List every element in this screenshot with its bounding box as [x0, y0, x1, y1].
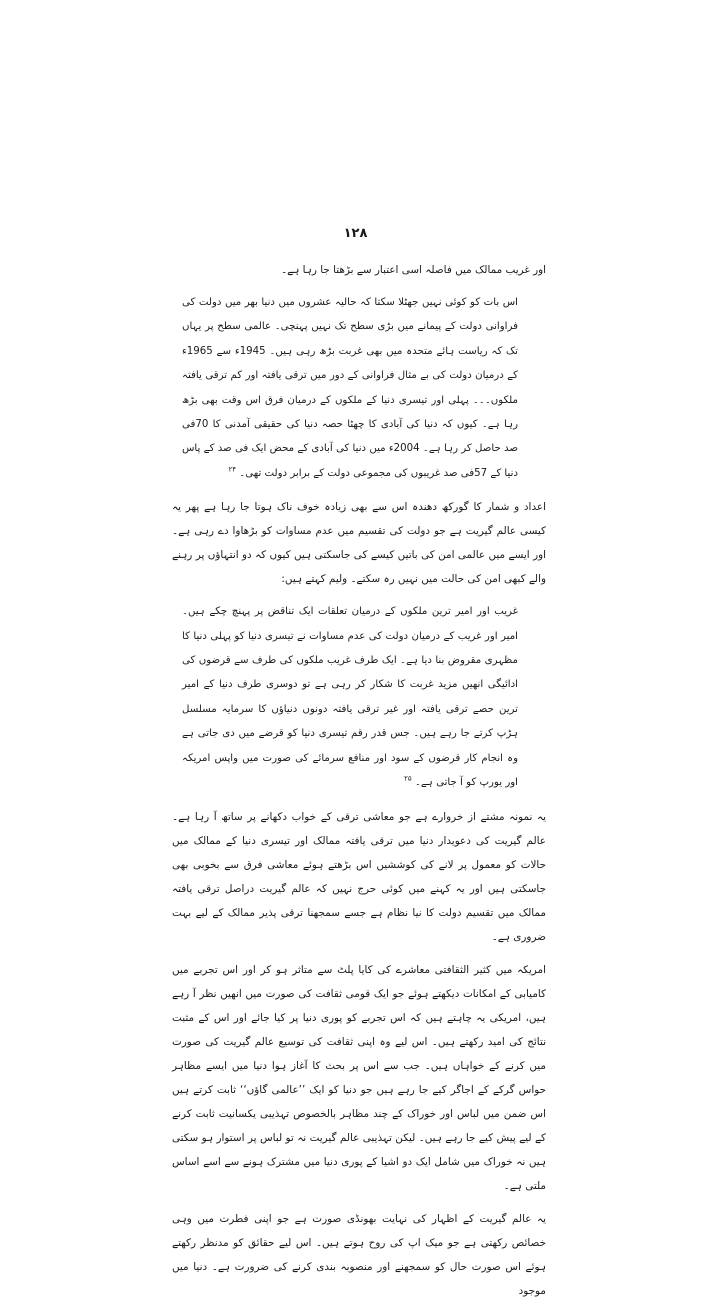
paragraph-text: یہ نمونہ مشتے از خروارے ہے جو معاشی ترقی کے خواب دکھانے پر ساتھ آ رہا ہے۔ عالم گیریت کی دعویدار دنیا میں ترقی یافتہ ممالک اور تیسری دنیا کے ممالک میں حالات کو معمول پر لانے کی کوششیں اس بڑھتے ہوئے معاشی فرق سے بخوبی بھی جاسکتی ہیں اور یہ کہنے میں کوئی حرج نہیں کہ عالم گیریت دراصل ترقی یافتہ ممالک میں تقسیم دولت کا نیا نظام ہے جسے سمجھنا ترقی پذیر ممالک کے لیے بہت ضروری ہے۔	[172, 810, 546, 943]
footnote-marker: ۲۵	[404, 774, 412, 783]
paragraph-text: امریکہ میں کثیر الثقافتی معاشرے کی کایا پلٹ سے متاثر ہو کر اور اس تجربے میں کامیابی کے امکانات دیکھتے ہوئے جو ایک قومی ثقافت کی صورت میں انھیں نظر آ رہے ہیں، امریکی یہ چاہتے ہیں کہ اس تجربے کو پوری دنیا پر کیا جائے اور اس کے مثبت نتائج کی امید رکھتے ہیں۔ اس لیے وہ اپنی ثقافت کی توسیع عالم گیریت کی صورت میں کرنے کے خواہاں ہیں۔ جب سے اس پر بحث کا آغاز ہوا دنیا میں ایسے مظاہر حواس گرکے کے اجاگر کیے جا رہے ہیں جو دنیا کو ایک ’’عالمی گاؤں‘‘ ثابت کرتے ہیں اس ضمن میں لباس اور خوراک کے چند مظاہر بالخصوص تہذیبی یکسانیت ثابت کرنے کے لیے پیش کیے جا رہے ہیں۔ لیکن تہذیبی عالم گیریت نہ تو لباس پر استوار ہو سکتی ہیں نہ خوراک میں شامل ایک دو اشیا کے پوری دنیا میں مشترک ہونے سے اسے اساس ملتی ہے۔	[172, 963, 546, 1192]
paragraph	[172, 495, 546, 591]
quote-text: اس بات کو کوئی نہیں جھٹلا سکتا کہ حالیہ عشروں میں دنیا بھر میں دولت کی فراوانی دولت کے پیمانے میں بڑی سطح تک نہیں پہنچی۔ عالمی سطح پر یہاں تک کہ ریاست ہائے متحدہ میں بھی غربت بڑھ رہی ہیں۔ 1945ء سے 1965ء کے درمیان دولت کی بے مثال فراوانی کے دور میں ترقی یافتہ اور کم ترقی یافتہ ملکوں۔۔۔ پہلی اور تیسری دنیا کے ملکوں کے درمیان فرق اس وقت بھی بڑھ رہا ہے۔ کیوں کہ دنیا کی آبادی کا چھٹا حصہ دنیا کی حقیقی آمدنی کا 70فی صد حاصل کر رہا ہے۔ 2004ء میں دنیا کی آبادی کے محض ایک فی صد کے پاس دنیا کے 57فی صد غریبوں کی مجموعی دولت کے برابر دولت تھی۔	[182, 297, 518, 479]
footnote-marker: ۲۴	[228, 465, 237, 474]
paragraph-text: یہ عالم گیریت کے اظہار کی نہایت بھونڈی صورت ہے جو اپنی فطرت میں وہی خصائص رکھتی ہے جو میک اپ کی روح ہوتے ہیں۔ اس لیے حقائق کو مدنظر رکھتے ہوئے اس صورت حال کو سمجھنے اور منصوبہ بندی کرنے کی ضرورت ہے۔ دنیا میں موجود	[172, 1212, 546, 1297]
paragraph	[172, 1207, 546, 1303]
paragraph-text: اعداد و شمار کا گورکھ دھندہ اس سے بھی زیادہ خوف ناک ہوتا جا رہا ہے پھر یہ کیسی عالم گیریت ہے جو دولت کی تقسیم میں عدم مساوات کو بڑھاوا دے رہی ہے۔ اور ایسے میں عالمی امن کی باتیں کیسے کی جاسکتی ہیں کیوں کہ دو انتہاؤں پر رہنے والے کبھی امن کی حالت میں نہیں رہ سکتے۔ ولیم کہتے ہیں:	[172, 501, 546, 586]
paragraph	[172, 805, 546, 949]
paragraph-text: اور غریب ممالک میں فاصلہ اسی اعتبار سے بڑھتا جا رہا ہے۔	[281, 264, 546, 276]
block-quote	[182, 600, 518, 795]
block-quote	[182, 291, 518, 486]
page-number: ۱۲۸	[343, 226, 368, 241]
paragraph	[172, 258, 546, 282]
paragraph	[172, 958, 546, 1198]
body-text	[172, 258, 546, 1312]
quote-text: غریب اور امیر ترین ملکوں کے درمیان تعلقات ایک تناقض پر پہنچ چکے ہیں۔ امیر اور غریب کے درمیان دولت کی عدم مساوات نے تیسری دنیا کو پہلی دنیا کا مظہری مقروض بنا دیا ہے۔ ایک طرف غریب ملکوں کی طرف سے قرضوں کی ادائیگی انھیں مزید غربت کا شکار کر رہی ہے تو دوسری طرف دنیا کے امیر ترین حصے ترقی یافتہ اور غیر ترقی یافتہ دونوں دنیاؤں کا سرمایہ مسلسل ہڑپ کرتے جا رہے ہیں۔ جس قدر رقم تیسری دنیا کو قرضے میں دی جاتی ہے وہ انجام کار قرضوں کے سود اور منافع سرمائے کی صورت میں واپس امریکہ اور یورپ کو آ جاتی ہے۔	[182, 606, 518, 789]
